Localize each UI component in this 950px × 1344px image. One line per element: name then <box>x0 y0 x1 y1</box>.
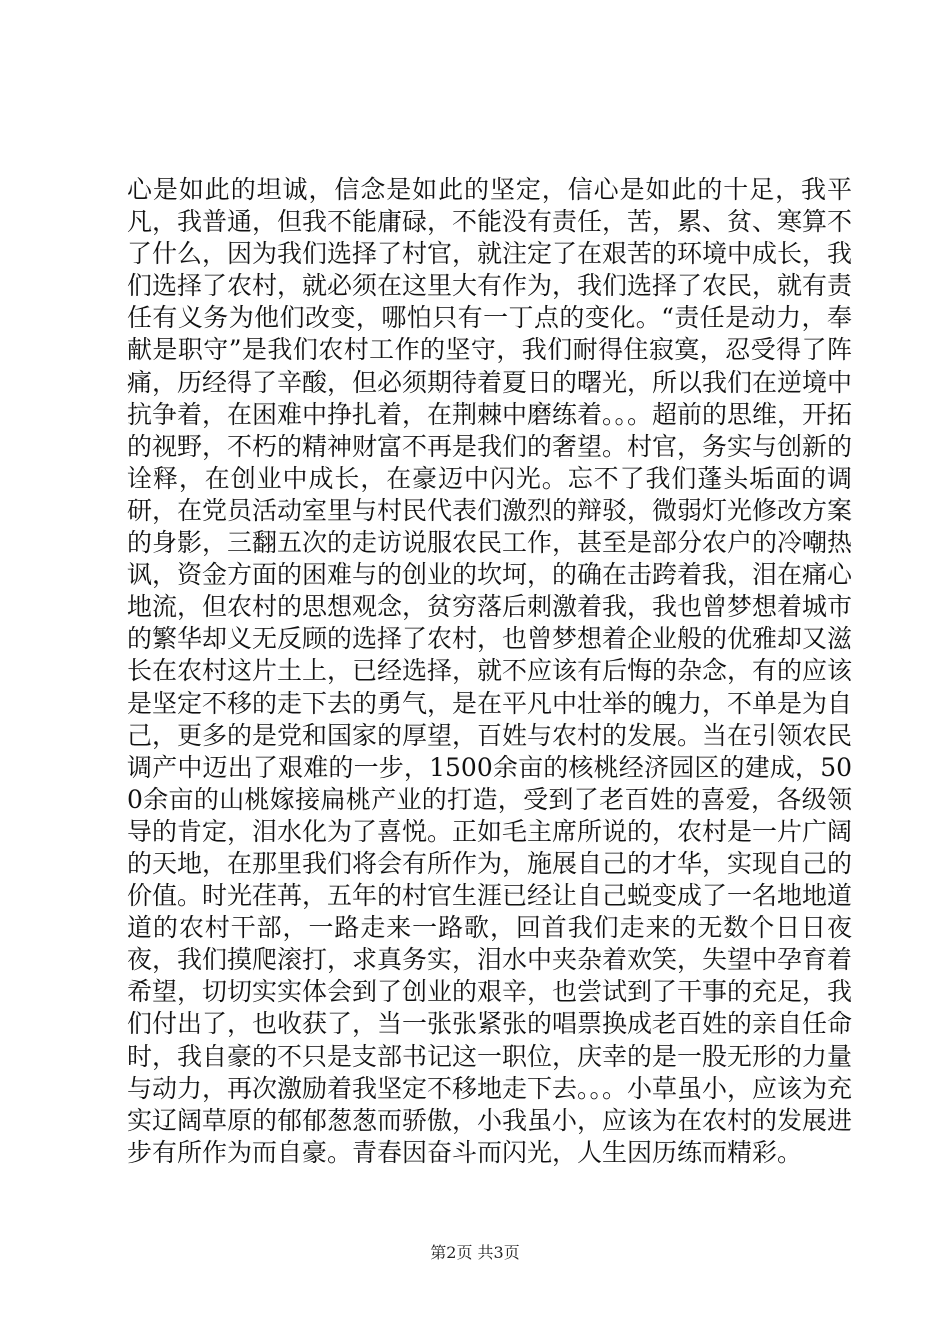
body-paragraph: 心是如此的坦诚，信念是如此的坚定，信心是如此的十足，我平凡，我普通，但我不能庸碌，不能没有责任，苦，累、贫、寒算不了什么，因为我们选择了村官，就注定了在艰苦的环境中成长，我们选择了农村，就必须在这里大有作为，我们选择了农民，就有责任有义务为他们改变，哪怕只有一丁点的变化。“责任是动力，奉献是职守”是我们农村工作的坚守，我们耐得住寂寞，忍受得了阵痛，历经得了辛酸，但必须期待着夏日的曙光，所以我们在逆境中抗争着，在困难中挣扎着，在荆棘中磨练着。。。超前的思维，开拓的视野，不朽的精神财富不再是我们的奢望。村官，务实与创新的诠释，在创业中成长，在豪迈中闪光。忘不了我们蓬头垢面的调研，在党员活动室里与村民代表们激烈的辩驳，微弱灯光修改方案的身影，三翻五次的走访说服农民工作，甚至是部分农户的冷嘲热讽，资金方面的困难与的创业的坎坷，的确在击跨着我，泪在痛心地流，但农村的思想观念，贫穷落后刺激着我，我也曾梦想着城市的繁华却义无反顾的选择了农村，也曾梦想着企业般的优雅却又滋长在农村这片土上，已经选择，就不应该有后悔的杂念，有的应该是坚定不移的走下去的勇气，是在平凡中壮举的魄力，不单是为自己，更多的是党和国家的厚望，百姓与农村的发展。当在引领农民调产中迈出了艰难的一步，1500余亩的核桃经济园区的建成，500余亩的山桃嫁接扁桃产业的打造，受到了老百姓的喜爱，各级领导的肯定，泪水化为了喜悦。正如毛主席所说的，农村是一片广阔的天地，在那里我们将会有所作为，施展自己的才华，实现自己的价值。时光荏苒，五年的村官生涯已经让自己蜕变成了一名地地道道的农村干部，一路走来一路歌，回首我们走来的无数个日日夜夜，我们摸爬滚打，求真务实，泪水中夹杂着欢笑，失望中孕育着希望，切切实实体会到了创业的艰辛，也尝试到了干事的充足，我们付出了，也收获了，当一张张紧张的唱票换成老百姓的亲自任命时，我自豪的不只是支部书记这一职位，庆幸的是一股无形的力量与动力，再次激励着我坚定不移地走下去。。。小草虽小，应该为充实辽阔草原的郁郁葱葱而骄傲，小我虽小，应该为在农村的发展进步有所作为而自豪。青春因奋斗而闪光，人生因历练而精彩。 <box>127 175 853 1167</box>
page-number-footer: 第2页 共3页 <box>430 1243 520 1262</box>
